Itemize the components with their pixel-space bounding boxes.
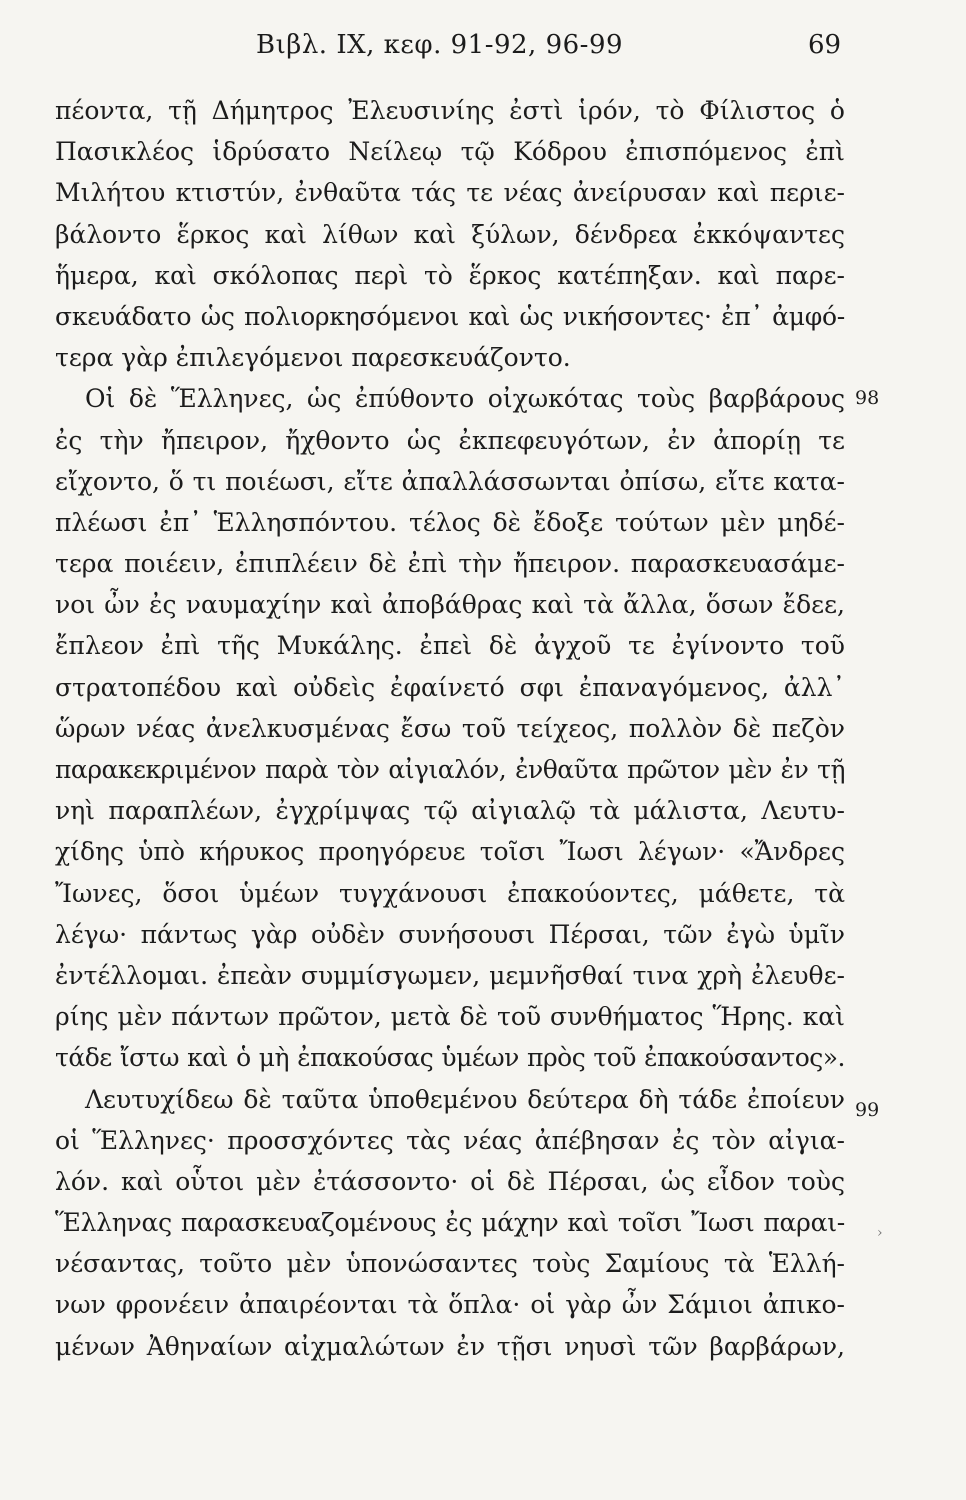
- text-line: σκευάδατο ὡς πολιορκησόμενοι καὶ ὡς νικήσοντες· ἐπ᾽ ἀμφό-: [55, 301, 845, 331]
- text-line: μένων Ἀθηναίων αἰχμαλώτων ἐν τῇσι νηυσὶ τῶν βαρβάρων,: [55, 1331, 845, 1361]
- paragraph-end-line: τερα γὰρ ἐπιλεγόμενοι παρεσκευάζοντο.: [55, 343, 571, 373]
- text-line: λέγω· πάντως γὰρ οὐδὲν συνήσουσι Πέρσαι, τῶν ἐγὼ ὑμῖν: [55, 919, 845, 949]
- paragraph-start-line: Λευτυχίδεω δὲ ταῦτα ὑποθεμένου δεύτερα δὴ τάδε ἐποίευν: [85, 1084, 845, 1114]
- margin-chapter-number: 99: [855, 1099, 880, 1121]
- text-line: νέσαντας, τοῦτο μὲν ὑπονώσαντες τοὺς Σαμίους τὰ Ἑλλή-: [55, 1249, 845, 1279]
- text-line: χίδης ὑπὸ κήρυκος προηγόρευε τοῖσι Ἴωσι λέγων· «Ἄνδρες: [55, 837, 845, 867]
- text-line: Ἕλληνας παρασκευαζομένους ἐς μάχην καὶ τοῖσι Ἴωσι παραι-: [55, 1208, 845, 1238]
- margin-chapter-number: 98: [855, 387, 880, 409]
- text-line: ἔπλεον ἐπὶ τῆς Μυκάλης. ἐπεὶ δὲ ἀγχοῦ τε ἐγίνοντο τοῦ: [55, 631, 845, 661]
- text-line: νηὶ παραπλέων, ἐγχρίμψας τῷ αἰγιαλῷ τὰ μάλιστα, Λευτυ-: [55, 796, 845, 826]
- stray-mark: ›: [877, 1225, 883, 1241]
- text-line: Πασικλέος ἱδρύσατο Νείλεῳ τῷ Κόδρου ἐπισπόμενος ἐπὶ: [55, 137, 845, 167]
- text-line: νων φρονέειν ἀπαιρέονται τὰ ὅπλα· οἱ γὰρ ὦν Σάμιοι ἀπικο-: [55, 1290, 845, 1320]
- page-number: 69: [808, 30, 842, 60]
- text-line: πλέωσι ἐπ᾽ Ἑλλησπόντου. τέλος δὲ ἔδοξε τούτων μὲν μηδέ-: [55, 507, 845, 537]
- text-line: ἐς τὴν ἤπειρον, ἤχθοντο ὡς ἐκπεφευγότων, ἐν ἀπορίῃ τε: [55, 425, 845, 455]
- running-head-title: Βιβλ. IX, κεφ. 91-92, 96-99: [256, 30, 624, 60]
- running-head: [0, 30, 966, 70]
- body-text: [55, 90, 845, 1367]
- text-line: παρακεκριμένον παρὰ τὸν αἰγιαλόν, ἐνθαῦτα πρῶτον μὲν ἐν τῇ: [55, 755, 845, 784]
- text-line: ἥμερα, καὶ σκόλοπας περὶ τὸ ἕρκος κατέπηξαν. καὶ παρε-: [55, 260, 845, 290]
- text-line: οἱ Ἕλληνες· προσσχόντες τὰς νέας ἀπέβησαν ἐς τὸν αἰγια-: [55, 1125, 845, 1155]
- text-line: βάλοντο ἕρκος καὶ λίθων καὶ ξύλων, δένδρεα ἐκκόψαντες: [55, 219, 845, 249]
- text-line: πέοντα, τῇ Δήμητρος Ἐλευσινίης ἐστὶ ἱρόν, τὸ Φίλιστος ὁ: [55, 96, 845, 125]
- paragraph-start-line: Οἱ δὲ Ἕλληνες, ὡς ἐπύθοντο οἰχωκότας τοὺς βαρβάρους: [85, 384, 845, 414]
- text-line: ρίης μὲν πάντων πρῶτον, μετὰ δὲ τοῦ συνθήματος Ἥρης. καὶ: [55, 1002, 845, 1032]
- paragraph-end-line: τάδε ἴστω καὶ ὁ μὴ ἐπακούσας ὑμέων πρὸς τοῦ ἐπακούσαντος».: [55, 1043, 845, 1073]
- text-line: τερα ποιέειν, ἐπιπλέειν δὲ ἐπὶ τὴν ἤπειρον. παρασκευασάμε-: [55, 549, 845, 579]
- text-line: ὥρων νέας ἀνελκυσμένας ἔσω τοῦ τείχεος, πολλὸν δὲ πεζὸν: [55, 713, 845, 743]
- text-line: στρατοπέδου καὶ οὐδεὶς ἐφαίνετό σφι ἐπαναγόμενος, ἀλλ᾽: [55, 672, 845, 702]
- text-line: ἐντέλλομαι. ἐπεὰν συμμίσγωμεν, μεμνῆσθαί τινα χρὴ ἐλευθε-: [55, 960, 845, 990]
- text-line: εἴχοντο, ὅ τι ποιέωσι, εἴτε ἀπαλλάσσωνται ὀπίσω, εἴτε κατα-: [55, 466, 845, 496]
- text-line: νοι ὦν ἐς ναυμαχίην καὶ ἀποβάθρας καὶ τὰ ἄλλα, ὅσων ἔδεε,: [55, 590, 845, 620]
- text-line: Ἴωνες, ὅσοι ὑμέων τυγχάνουσι ἐπακούοντες, μάθετε, τὰ: [55, 878, 845, 908]
- text-line: λόν. καὶ οὗτοι μὲν ἐτάσσοντο· οἱ δὲ Πέρσαι, ὡς εἶδον τοὺς: [55, 1166, 845, 1196]
- text-line: Μιλήτου κτιστύν, ἐνθαῦτα τάς τε νέας ἀνείρυσαν καὶ περιε-: [55, 178, 845, 208]
